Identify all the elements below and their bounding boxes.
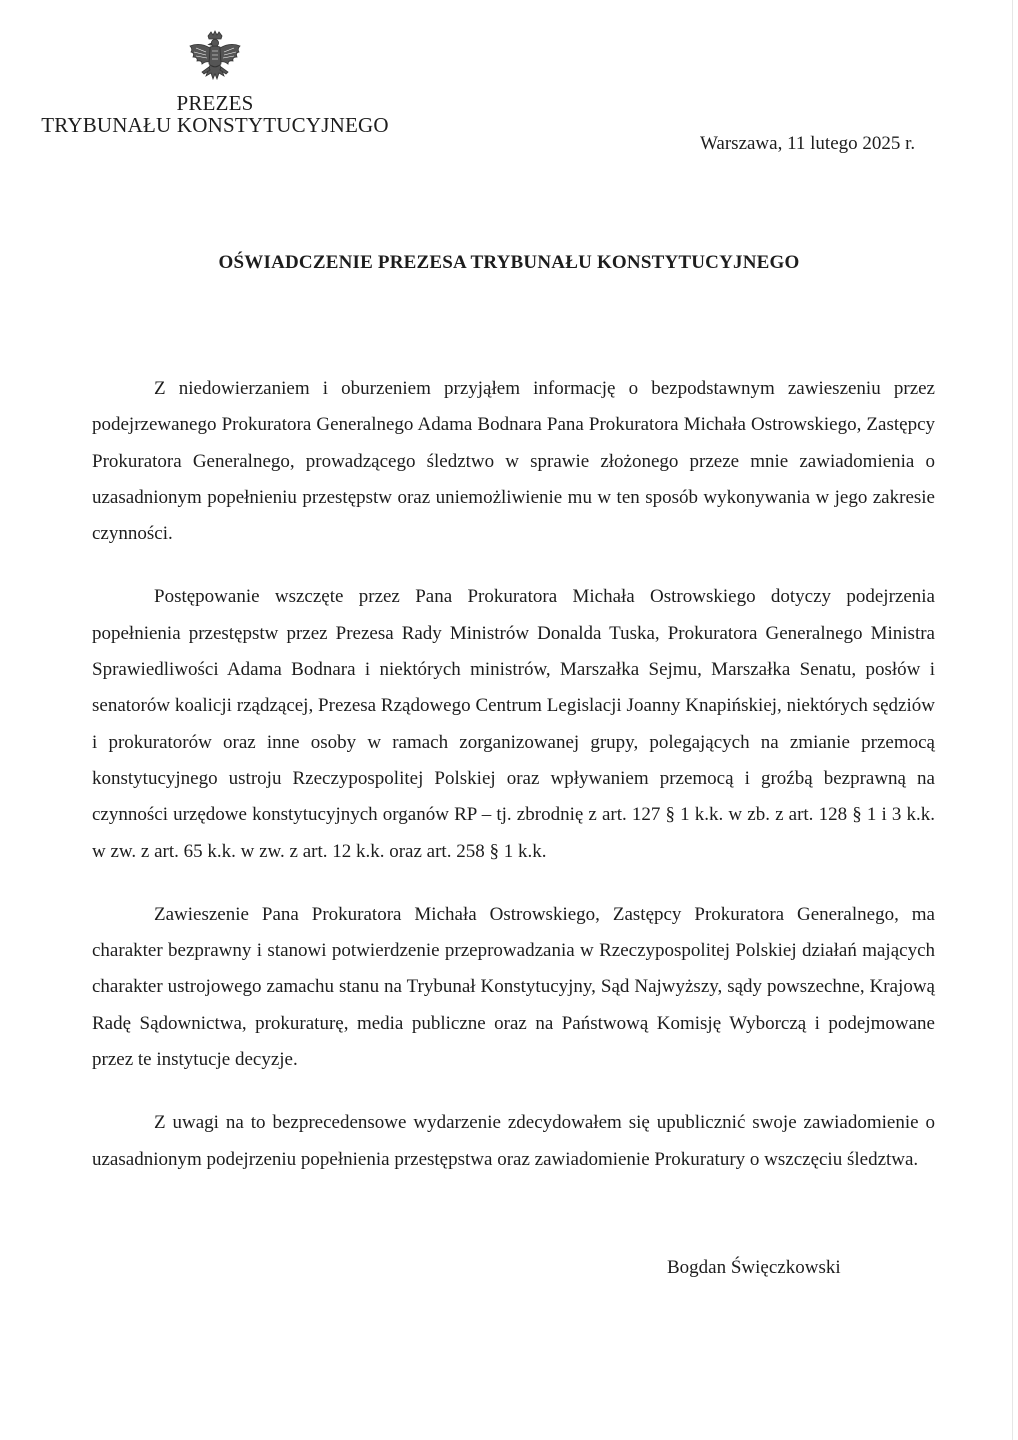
paragraph: Z niedowierzaniem i oburzeniem przyjąłem informację o bezpodstawnym zawieszeniu przez podejrzewanego Prokuratora Generalnego Adama Bodnara Pana Prokuratora Michała Ostrowskiego, Zastępcy Prokuratora Generalnego, prowadzącego śledztwo w sprawie złożonego przeze mnie zawiadomienia o uzasadnionym popełnieniu przestępstw oraz uniemożliwienie mu w ten sposób wykonywania w jego zakresie czynności. — [92, 378, 935, 545]
signature-name: Bogdan Święczkowski — [667, 1257, 841, 1278]
document-body — [92, 371, 935, 1205]
document-date: Warszawa, 11 lutego 2025 r. — [700, 133, 916, 154]
office-name-line-2: TRYBUNAŁU KONSTYTUCYJNEGO — [41, 113, 389, 137]
document-title: OŚWIADCZENIE PREZESA TRYBUNAŁU KONSTYTUCYJNEGO — [218, 252, 800, 273]
paragraph: Zawieszenie Pana Prokuratora Michała Ostrowskiego, Zastępcy Prokuratora Generalnego, ma charakter bezprawny i stanowi potwierdzenie przeprowadzania w Rzeczypospolitej Polskiej działań mających charakter ustrojowego zamachu stanu na Trybunał Konstytucyjny, Sąd Najwyższy, sądy powszechne, Krajową Radę Sądownictwa, prokuraturę, media publiczne oraz na Państwową Komisję Wyborczą i podejmowane przez te instytucje decyzje. — [92, 903, 935, 1071]
office-name-line-1: PREZES — [176, 91, 254, 115]
paragraph: Z uwagi na to bezprecedensowe wydarzenie zdecydowałem się upublicznić swoje zawiadomienie o uzasadnionym podejrzeniu popełnienia przestępstwa oraz zawiadomienie Prokuratury o wszczęciu śledztwa. — [92, 1112, 935, 1170]
page-edge-line — [1012, 0, 1013, 1440]
polish-eagle-emblem-icon — [184, 30, 246, 92]
letterhead — [20, 30, 410, 136]
paragraph: Postępowanie wszczęte przez Pana Prokuratora Michała Ostrowskiego dotyczy podejrzenia popełnienia przestępstw przez Prezesa Rady Ministrów Donalda Tuska, Prokuratora Generalnego Ministra Sprawiedliwości Adama Bodnara i niektórych ministrów, Marszałka Sejmu, Marszałka Senatu, posłów i senatorów koalicji rządzącej, Prezesa Rządowego Centrum Legislacji Joanny Knapińskiej, niektórych sędziów i prokuratorów oraz inne osoby w ramach zorganizowanej grupy, polegających na zmianie przemocą konstytucyjnego ustroju Rzeczypospolitej Polskiej oraz wpływaniem przemocą i groźbą bezprawną na czynności urzędowe konstytucyjnych organów RP – tj. zbrodnię z art. 127 § 1 k.k. w zb. z art. 128 § 1 i 3 k.k. w zw. z art. 65 k.k. w zw. z art. 12 k.k. oraz art. 258 § 1 k.k. — [92, 586, 935, 862]
